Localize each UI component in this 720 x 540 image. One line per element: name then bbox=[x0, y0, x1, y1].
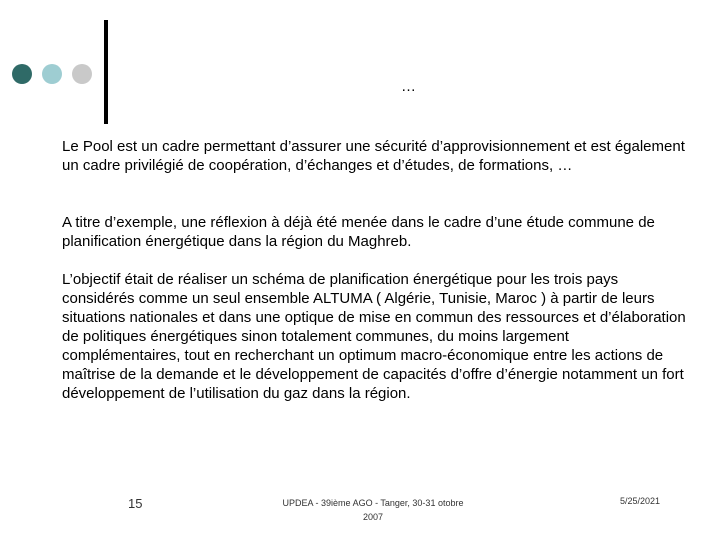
slide-title: … bbox=[401, 78, 416, 95]
title-divider-line bbox=[104, 20, 108, 124]
page-number: 15 bbox=[128, 496, 143, 511]
decor-dot-dark bbox=[12, 64, 32, 84]
footer-event bbox=[268, 496, 478, 524]
footer-event-line2: 2007 bbox=[362, 512, 384, 522]
decor-dot-light-blue bbox=[42, 64, 62, 84]
paragraph-pool: Le Pool est un cadre permettant d’assurer une sécurité d’approvisionnement et est également un cadre privilégié de coopération, d’échanges et d’études, de formations, … bbox=[62, 138, 685, 174]
paragraph-example: A titre d’exemple, une réflexion à déjà été menée dans le cadre d’une étude commune de planification énergétique dans la région du Maghreb. bbox=[62, 214, 655, 250]
paragraph-objective: L’objectif était de réaliser un schéma de planification énergétique pour les trois pays considérés comme un seul ensemble ALTUMA ( Algérie, Tunisie, Maroc ) à partir de leurs situations nationales et dans une optique de mise en commun des ressources et d’élaboration de politiques énergétiques sinon totalement communes, du moins largement complémentaires, tout en recherchant un optimum macro-économique entre les actions de maîtrise de la demande et le développement de capacités d’offre d’énergie notamment un fort développement de l’utilisation du gaz dans la région. bbox=[62, 271, 686, 402]
footer-date: 5/25/2021 bbox=[620, 496, 661, 506]
footer-event-line1: UPDEA - 39ième AGO - Tanger, 30-31 otobre bbox=[282, 498, 464, 508]
decor-dot-gray bbox=[72, 64, 92, 84]
